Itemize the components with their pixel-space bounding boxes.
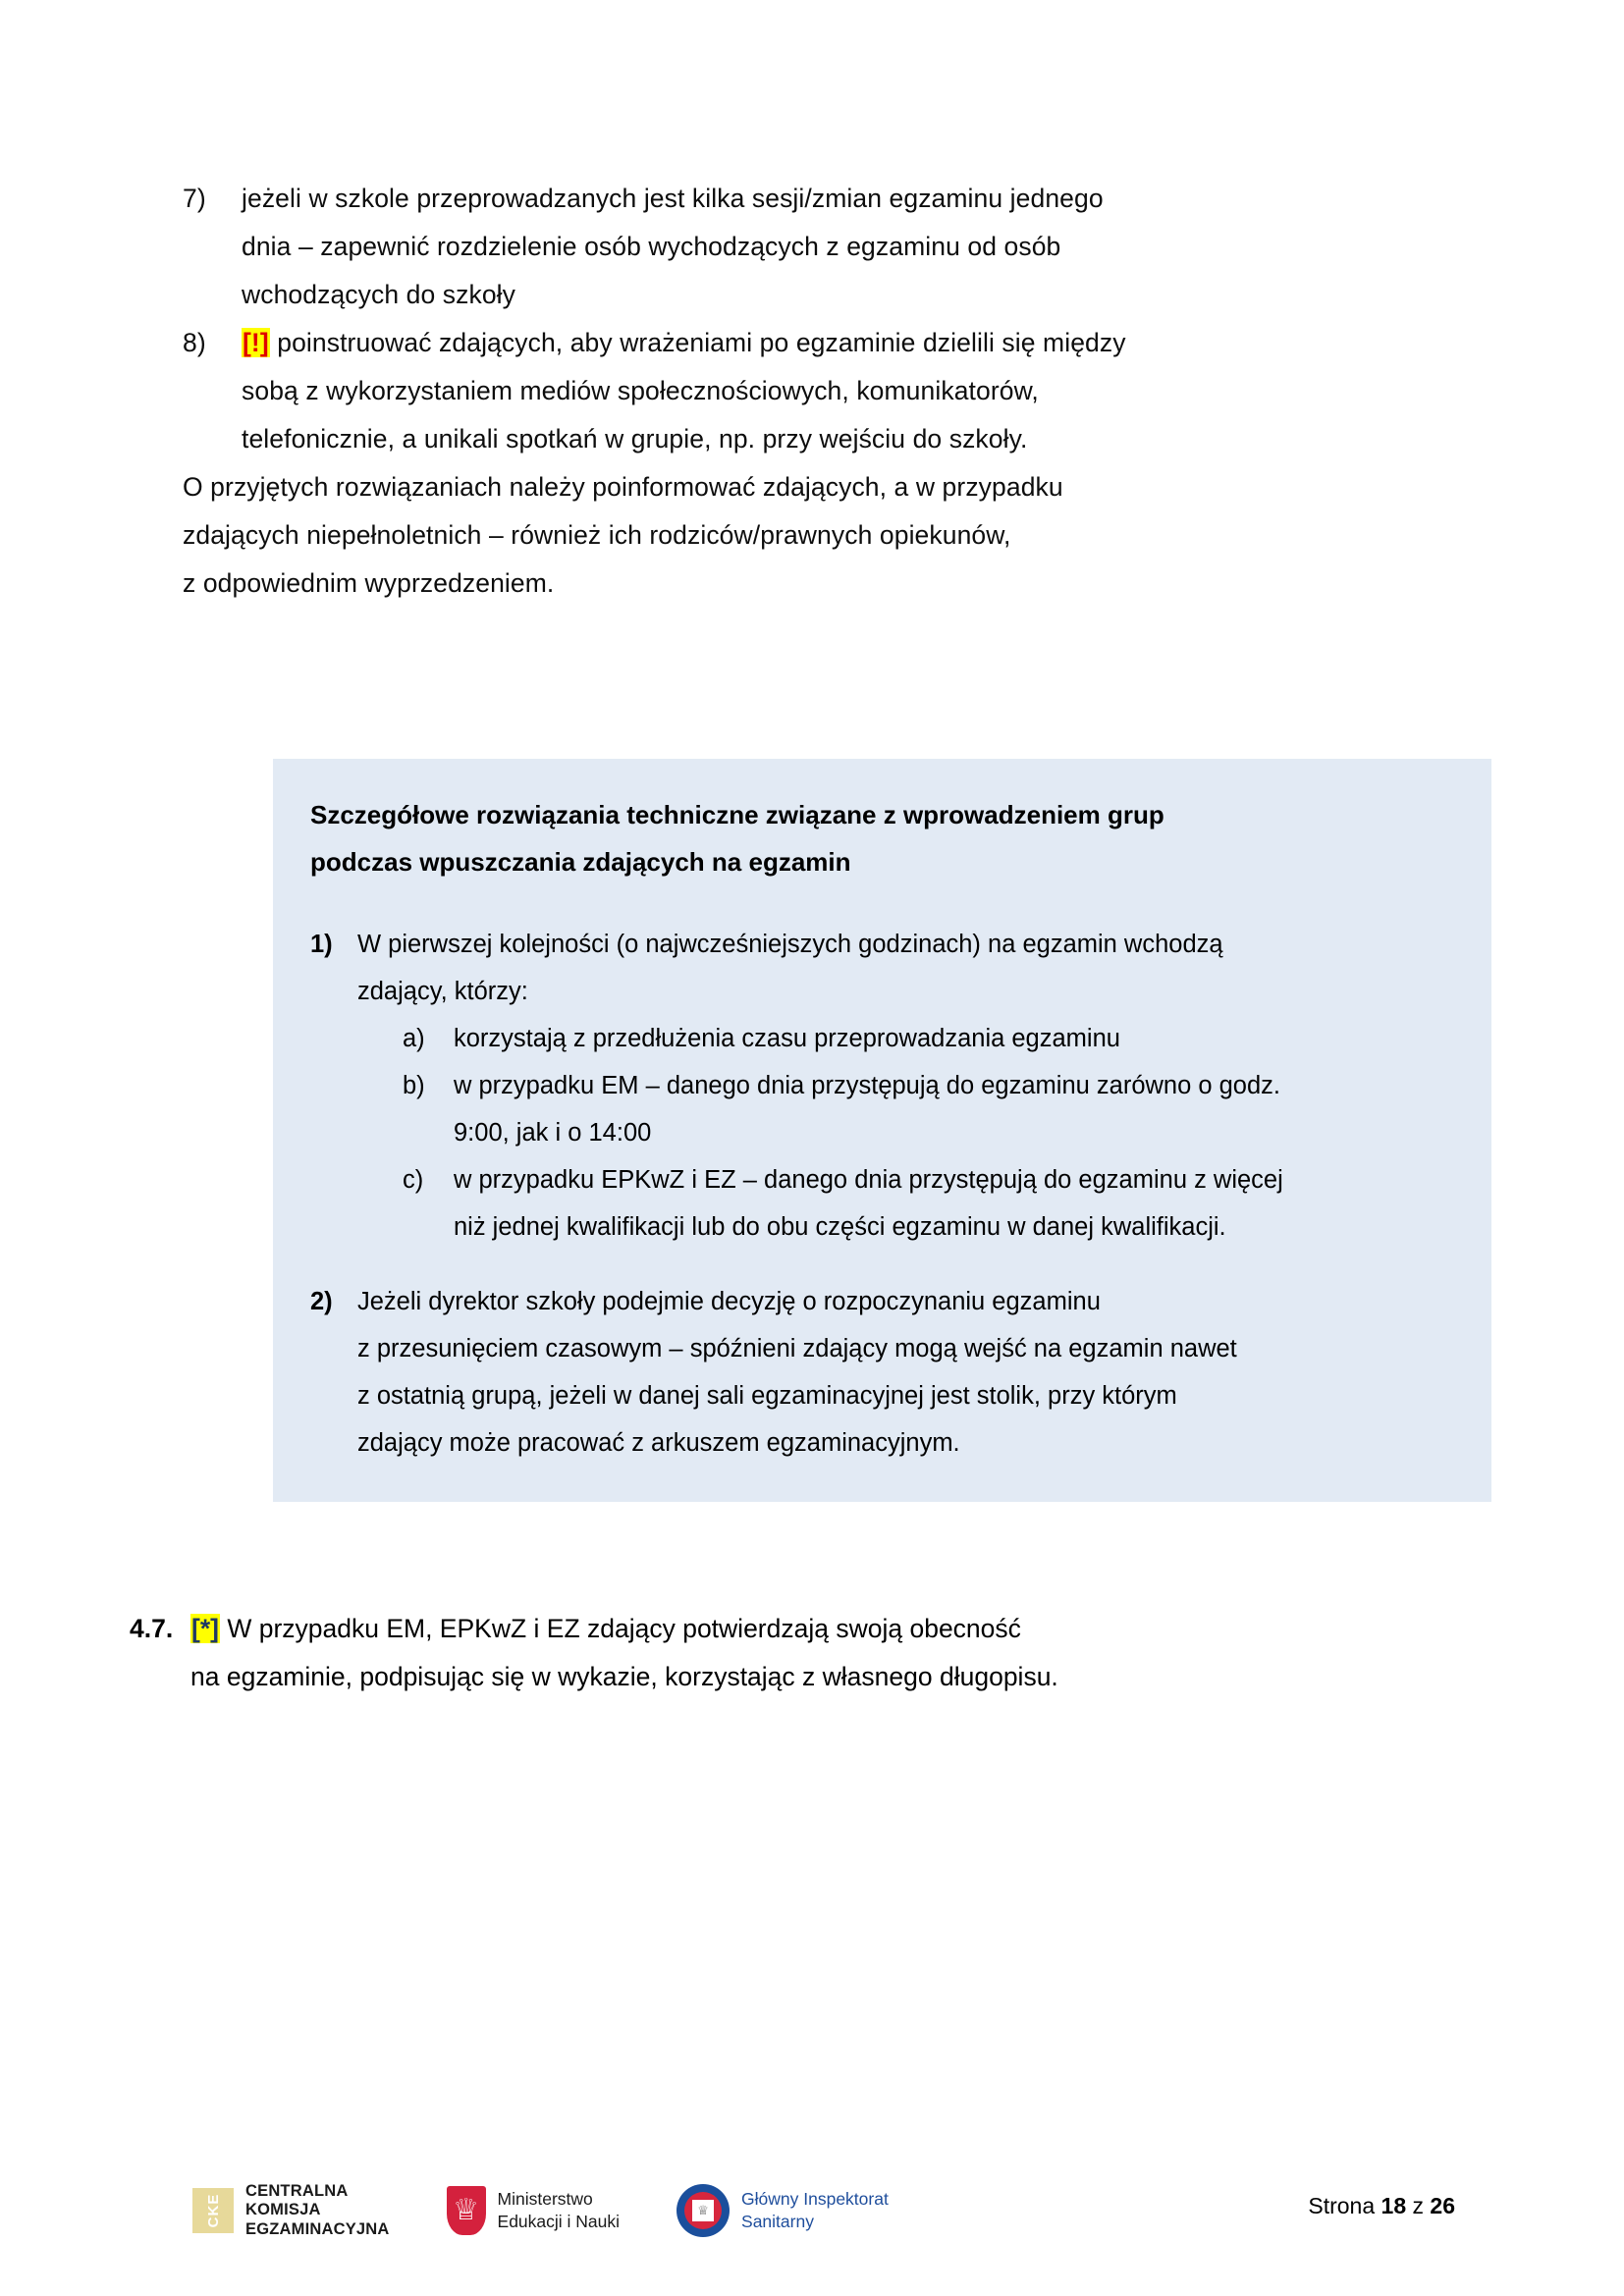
section-4-7-number: 4.7. xyxy=(130,1614,174,1643)
numbered-list xyxy=(183,175,1459,463)
intro-paragraph-line-2: zdających niepełnoletnich – również ich rodziców/prawnych opiekunów, xyxy=(183,520,1011,550)
section-4-7-line-1-text: W przypadku EM, EPKwZ i EZ zdający potwierdzają swoją obecność xyxy=(219,1614,1021,1643)
cke-text-line-1: CENTRALNA xyxy=(245,2181,349,2200)
list-marker-8: 8) xyxy=(183,328,206,357)
logo-cke xyxy=(192,2182,390,2240)
box-sub-item-b-line-1: w przypadku EM – danego dnia przystępują do egzaminu zarówno o godz. xyxy=(454,1072,1281,1099)
box-numbered-list xyxy=(310,921,1452,1467)
page-number xyxy=(1308,2193,1455,2219)
list-item-7-line-1: jeżeli w szkole przeprowadzanych jest kilka sesji/zmian egzaminu jednego xyxy=(242,184,1104,213)
box-title-line-1: Szczegółowe rozwiązania techniczne związane z wprowadzeniem grup xyxy=(310,800,1164,829)
page-number-prefix: Strona xyxy=(1308,2193,1376,2218)
box-sub-item-c-line-2: niż jednej kwalifikacji lub do obu części egzaminu w danej kwalifikacji. xyxy=(454,1213,1226,1241)
list-item-7-line-3: wchodzących do szkoły xyxy=(242,280,516,309)
page-number-total: 26 xyxy=(1430,2193,1455,2218)
list-item-8-line-3: telefonicznie, a unikali spotkań w grupie, np. przy wejściu do szkoły. xyxy=(242,424,1028,454)
logo-gis xyxy=(677,2184,889,2237)
gis-center: ♕ xyxy=(692,2200,714,2221)
box-item-2-line-4: zdający może pracować z arkuszem egzaminacyjnym. xyxy=(357,1429,960,1457)
main-content xyxy=(183,175,1459,608)
cke-text-line-3: EGZAMINACYJNA xyxy=(245,2219,390,2238)
box-title-line-2: podczas wpuszczania zdających na egzamin xyxy=(310,847,851,877)
box-list-item-1 xyxy=(310,921,1452,1251)
box-sub-item-b xyxy=(403,1062,1452,1156)
page-footer xyxy=(0,2109,1624,2296)
box-sub-item-a xyxy=(403,1015,1452,1062)
cke-letters: CKE xyxy=(204,2193,222,2228)
box-sub-item-c xyxy=(403,1156,1452,1251)
section-4-7-body xyxy=(190,1605,1465,1701)
gis-text-line-1: Główny Inspektorat xyxy=(741,2188,889,2209)
gis-logo-text xyxy=(741,2188,889,2233)
star-highlight-marker: [*] xyxy=(191,1614,219,1643)
list-item-7 xyxy=(183,175,1459,319)
mein-logo-text xyxy=(498,2188,621,2233)
eagle-glyph: ♕ xyxy=(453,2193,479,2226)
cke-mark-icon xyxy=(192,2188,234,2233)
section-4-7 xyxy=(130,1605,1465,1701)
page-number-middle: z xyxy=(1412,2193,1425,2218)
footer-logos xyxy=(192,2182,889,2240)
list-item-8 xyxy=(183,319,1459,463)
box-item-2-line-3: z ostatnią grupą, jeżeli w danej sali egzaminacyjnej jest stolik, przy którym xyxy=(357,1382,1177,1410)
polish-eagle-shield-icon xyxy=(447,2186,486,2235)
gis-ring xyxy=(684,2192,722,2229)
box-item-1-line-1: W pierwszej kolejności (o najwcześniejszych godzinach) na egzamin wchodzą xyxy=(357,931,1223,958)
box-sub-marker-a: a) xyxy=(403,1025,425,1052)
box-sub-marker-c: c) xyxy=(403,1166,424,1194)
section-4-7-line-1 xyxy=(190,1605,1465,1653)
list-item-8-line-1-text: poinstruować zdających, aby wrażeniami po egzaminie dzielili się między xyxy=(269,328,1126,357)
cke-text-line-2: KOMISJA xyxy=(245,2201,321,2218)
box-list-item-2 xyxy=(310,1278,1452,1467)
box-sub-item-a-line-1: korzystają z przedłużenia czasu przeprowadzania egzaminu xyxy=(454,1025,1120,1052)
spacer xyxy=(310,1251,1452,1278)
mein-text-line-2: Edukacji i Nauki xyxy=(497,2211,621,2231)
list-item-8-line-1 xyxy=(242,319,1459,367)
cke-logo-text xyxy=(245,2182,390,2240)
intro-paragraph-line-1: O przyjętych rozwiązaniach należy poinformować zdających, a w przypadku xyxy=(183,472,1063,502)
box-item-2-line-1: Jeżeli dyrektor szkoły podejmie decyzję o rozpoczynaniu egzaminu xyxy=(357,1288,1101,1315)
spacer xyxy=(310,885,1452,921)
list-item-7-line-2: dnia – zapewnić rozdzielenie osób wychodzących z egzaminu od osób xyxy=(242,232,1061,261)
box-sub-item-c-line-1: w przypadku EPKwZ i EZ – danego dnia przystępują do egzaminu z więcej xyxy=(454,1166,1283,1194)
intro-paragraph-line-3: z odpowiednim wyprzedzeniem. xyxy=(183,568,555,598)
box-item-1-line-2: zdający, którzy: xyxy=(357,978,528,1005)
technical-solutions-box xyxy=(273,759,1491,1502)
list-item-8-line-2: sobą z wykorzystaniem mediów społecznościowych, komunikatorów, xyxy=(242,376,1039,405)
box-list-marker-1: 1) xyxy=(310,931,333,958)
exclamation-highlight-marker: [!] xyxy=(243,328,269,357)
section-4-7-line-2: na egzaminie, podpisując się w wykazie, korzystając z własnego długopisu. xyxy=(190,1662,1058,1691)
intro-paragraph xyxy=(183,463,1459,608)
list-marker-7: 7) xyxy=(183,184,206,213)
box-sub-marker-b: b) xyxy=(403,1072,425,1099)
box-list-marker-2: 2) xyxy=(310,1288,333,1315)
gis-text-line-2: Sanitarny xyxy=(741,2211,814,2231)
sanitary-inspection-seal-icon xyxy=(677,2184,730,2237)
logo-mein xyxy=(447,2186,621,2235)
technical-solutions-box-title xyxy=(310,791,1452,885)
box-item-2-line-2: z przesunięciem czasowym – spóźnieni zdający mogą wejść na egzamin nawet xyxy=(357,1335,1237,1362)
mein-text-line-1: Ministerstwo xyxy=(497,2188,593,2209)
page-number-current: 18 xyxy=(1380,2193,1407,2218)
box-sub-item-b-line-2: 9:00, jak i o 14:00 xyxy=(454,1119,652,1147)
box-alpha-list xyxy=(357,1015,1452,1251)
